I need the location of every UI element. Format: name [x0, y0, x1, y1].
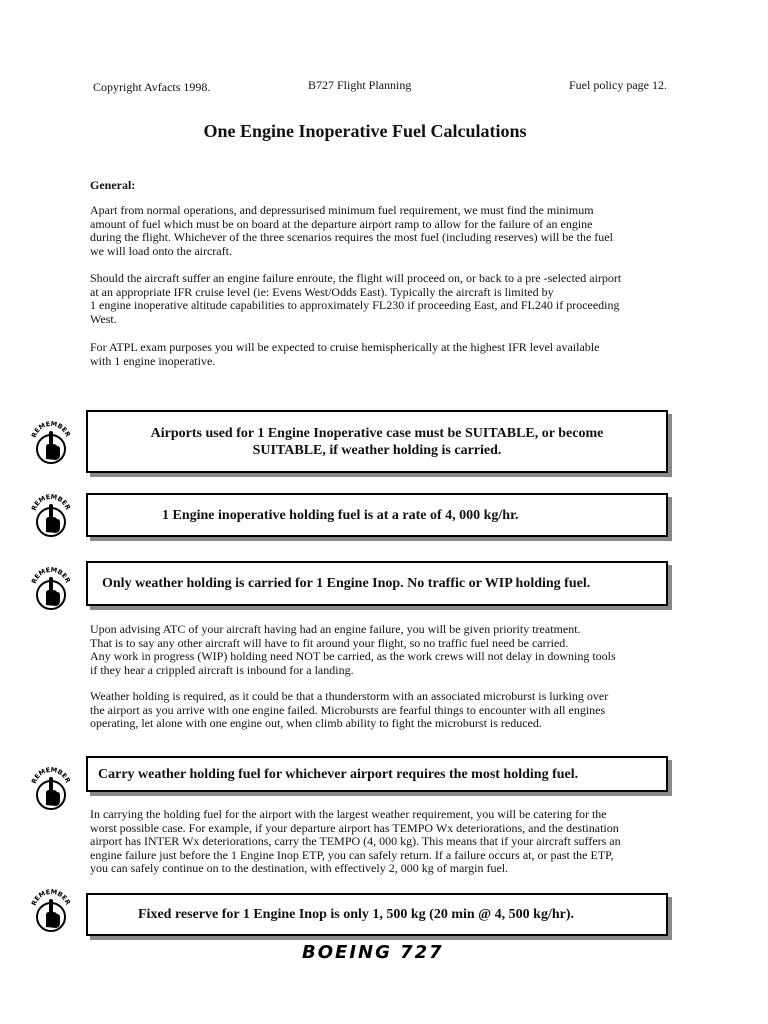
svg-text:REMEMBER: REMEMBER [30, 566, 72, 585]
svg-text:REMEMBER: REMEMBER [30, 888, 72, 907]
paragraph-weather-holding: Weather holding is required, as it could be that a thunderstorm with an associated microburst is lurking over the airport as you arrive with one engine failed. Microbursts are fearful things to encounter with all engines operating, let alone with one engine out, when climb ability to fight the microburst is reduced. [90, 689, 609, 730]
header-page-ref: Fuel policy page 12. [569, 78, 667, 92]
remember-badge-icon [30, 888, 72, 934]
paragraph-intro: Apart from normal operations, and depressurised minimum fuel requirement, we must find the minimum amount of fuel which must be on board at the departure airport ramp to allow for the failure of an engine during the flight. Whichever of the three scenarios requires the most fuel (including reserves) will be the fuel we will load onto the aircraft. [90, 203, 613, 258]
remember-badge-icon [30, 420, 72, 466]
remember-badge-icon [30, 566, 72, 612]
paragraph-largest-weather-requirement: In carrying the holding fuel for the airport with the largest weather requirement, you will be catering for the worst possible case. For example, if your departure airport has TEMPO Wx deteriorations, and the destination airport has INTER Wx deteriorations, carry the TEMPO (4, 000 kg). This means that if your aircraft suffers an engine failure just before the 1 Engine Inop ETP, you can safely return. If a failure occurs at, or past the ETP, you can safely continue on to the destination, with effectively 2, 000 kg of margin fuel. [90, 807, 621, 875]
remember-badge-icon [30, 766, 72, 812]
callout-fixed-reserve: Fixed reserve for 1 Engine Inop is only 1, 500 kg (20 min @ 4, 500 kg/hr). [86, 893, 668, 936]
callout-most-holding-fuel: Carry weather holding fuel for whichever airport requires the most holding fuel. [86, 756, 668, 792]
svg-text:REMEMBER: REMEMBER [30, 420, 72, 439]
header-doc-title: B727 Flight Planning [308, 78, 412, 92]
callout-weather-holding-only: Only weather holding is carried for 1 Engine Inop. No traffic or WIP holding fuel. [86, 561, 668, 606]
remember-badge-icon [30, 493, 72, 539]
header-copyright: Copyright Avfacts 1998. [93, 80, 211, 94]
paragraph-enroute-failure: Should the aircraft suffer an engine failure enroute, the flight will proceed on, or back to a pre -selected airport at an appropriate IFR cruise level (ie: Evens West/Odds East). Typically the aircraft is limited by 1 engine inoperative altitude capabilities to approximately FL230 if proceeding East, and FL240 if proceeding West. [90, 271, 622, 326]
page-title: One Engine Inoperative Fuel Calculations [203, 121, 527, 141]
svg-text:REMEMBER: REMEMBER [30, 766, 72, 785]
callout-holding-rate: 1 Engine inoperative holding fuel is at a rate of 4, 000 kg/hr. [86, 493, 668, 537]
svg-text:REMEMBER: REMEMBER [30, 493, 72, 512]
boeing-727-logo [300, 942, 460, 962]
paragraph-priority-treatment: Upon advising ATC of your aircraft having had an engine failure, you will be given priority treatment. That is to say any other aircraft will have to fit around your flight, so no traffic fuel need be carried. Any work in progress (WIP) holding need NOT be carried, as the work crews will not delay in downing tools if they hear a crippled aircraft is inbound for a landing. [90, 622, 616, 677]
callout-suitable-airports: Airports used for 1 Engine Inoperative case must be SUITABLE, or become SUITABLE, if weather holding is carried. [86, 410, 668, 473]
paragraph-atpl: For ATPL exam purposes you will be expected to cruise hemispherically at the highest IFR level available with 1 engine inoperative. [90, 340, 600, 368]
svg-text:BOEING 727: BOEING 727 [302, 942, 444, 962]
general-heading: General: [90, 178, 136, 192]
